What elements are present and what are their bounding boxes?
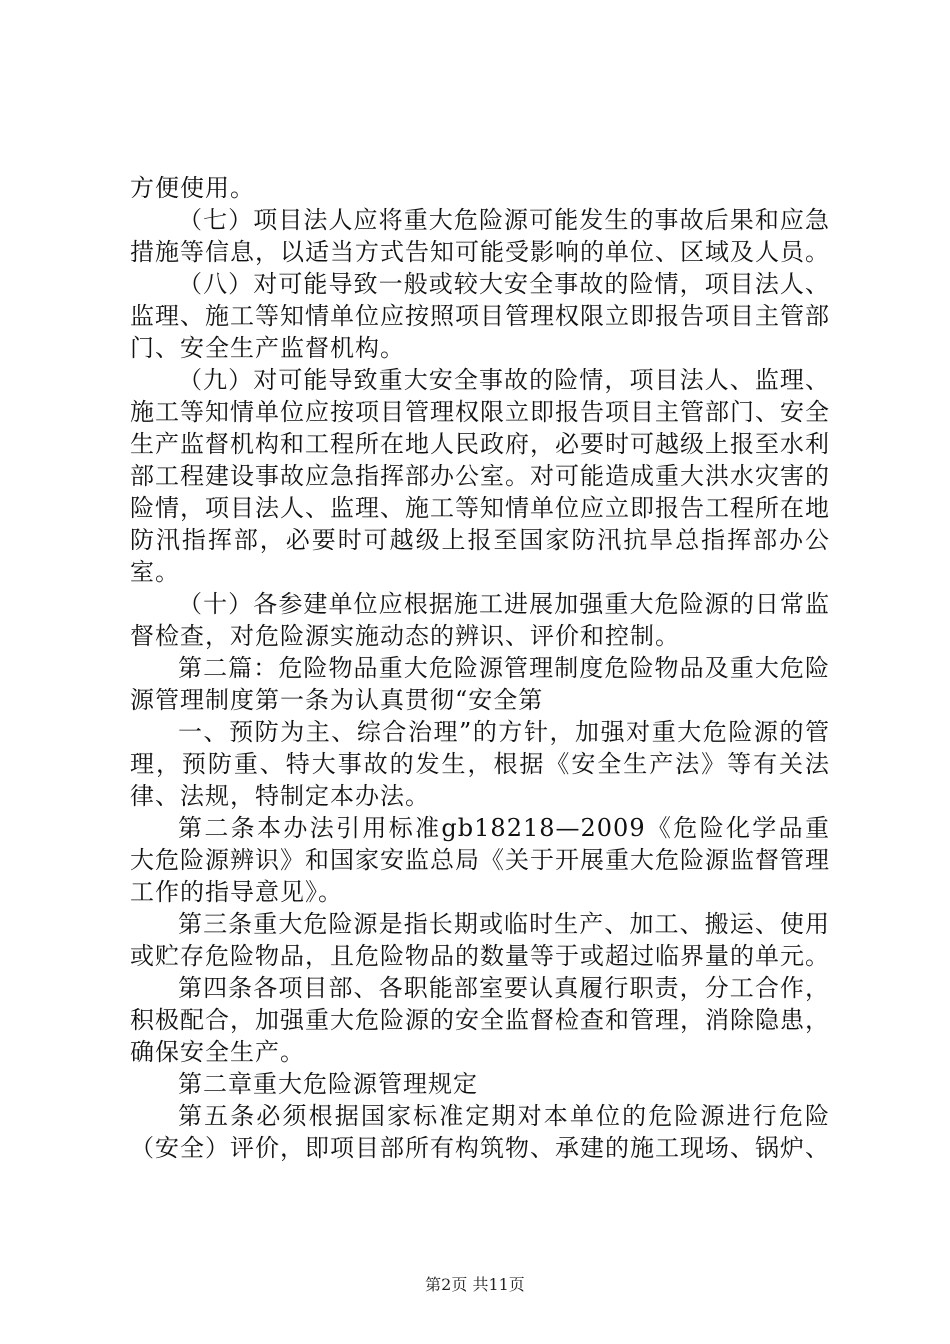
paragraph: （十）各参建单位应根据施工进展加强重大危险源的日常监督检查，对危险源实施动态的辨识、评价和控制。 xyxy=(130,590,830,650)
paragraph: （七）项目法人应将重大危险源可能发生的事故后果和应急措施等信息，以适当方式告知可能受影响的单位、区域及人员。 xyxy=(130,206,830,266)
paragraph: （九）对可能导致重大安全事故的险情，项目法人、监理、施工等知情单位应按项目管理权限立即报告项目主管部门、安全生产监督机构和工程所在地人民政府，必要时可越级上报至水利部工程建设事故应急指挥部办公室。对可能造成重大洪水灾害的险情，项目法人、监理、施工等知情单位应立即报告工程所在地防汛指挥部，必要时可越级上报至国家防汛抗旱总指挥部办公室。 xyxy=(130,366,830,586)
paragraph: 第二条本办法引用标准gb18218—2009《危险化学品重大危险源辨识》和国家安监总局《关于开展重大危险源监督管理工作的指导意见》。 xyxy=(130,814,830,906)
paragraph: （八）对可能导致一般或较大安全事故的险情，项目法人、监理、施工等知情单位应按照项目管理权限立即报告项目主管部门、安全生产监督机构。 xyxy=(130,270,830,362)
paragraph: 方便使用。 xyxy=(130,174,255,202)
chapter-heading: 第二章重大危险源管理规定 xyxy=(178,1070,478,1098)
paragraph: 第四条各项目部、各职能部室要认真履行职责，分工合作，积极配合，加强重大危险源的安全监督检查和管理，消除隐患，确保安全生产。 xyxy=(130,974,830,1066)
page-number-footer: 第2页 共11页 xyxy=(425,1275,525,1294)
paragraph: 第五条必须根据国家标准定期对本单位的危险源进行危险（安全）评价，即项目部所有构筑物、承建的施工现场、锅炉、 xyxy=(130,1102,830,1162)
paragraph: 第二篇：危险物品重大危险源管理制度危险物品及重大危险源管理制度第一条为认真贯彻“安全第 xyxy=(130,654,830,714)
paragraph: 一、预防为主、综合治理”的方针，加强对重大危险源的管理，预防重、特大事故的发生，根据《安全生产法》等有关法律、法规，特制定本办法。 xyxy=(130,718,830,810)
paragraph: 第三条重大危险源是指长期或临时生产、加工、搬运、使用或贮存危险物品，且危险物品的数量等于或超过临界量的单元。 xyxy=(130,910,830,970)
document-body xyxy=(130,172,830,1164)
